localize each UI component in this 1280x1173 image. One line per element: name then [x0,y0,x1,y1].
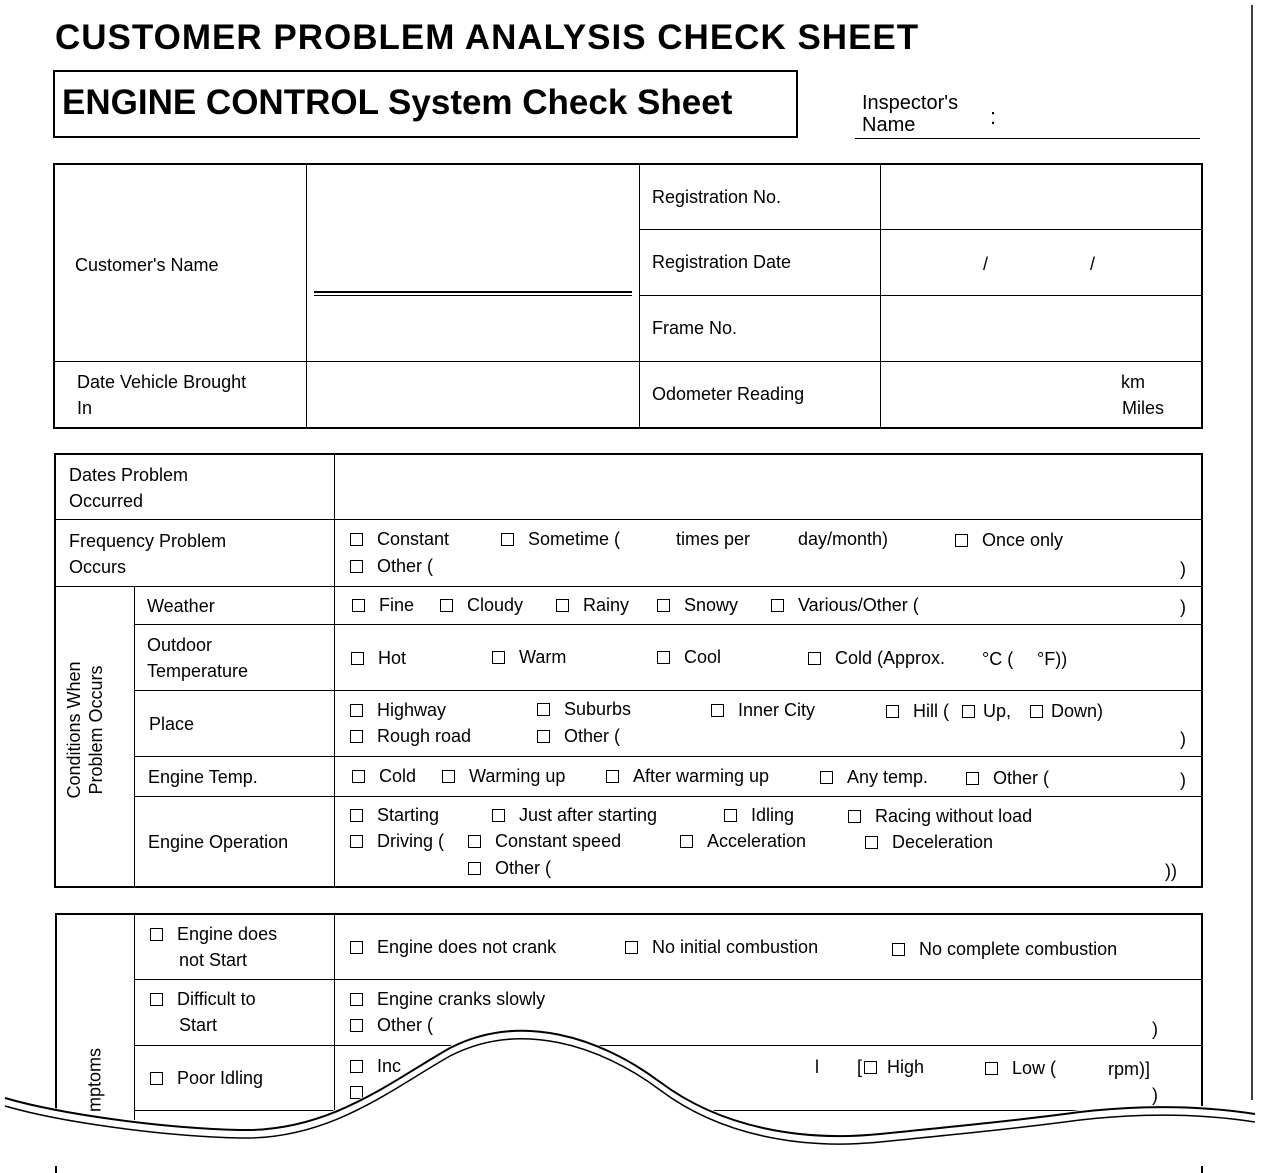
etemp-cold-option[interactable]: Cold [352,763,416,789]
place-other-option[interactable]: Other ( [537,723,620,749]
weather-close-paren: ) [1180,597,1186,617]
symptoms-label: mptoms [84,1047,105,1113]
place-suburbs-option[interactable]: Suburbs [537,696,631,722]
eop-close-paren: )) [1165,861,1177,881]
no-initial-combustion-option[interactable]: No initial combustion [625,934,818,960]
conditions-label-line1: Conditions When [64,661,84,799]
temp-warm-option[interactable]: Warm [492,644,566,670]
place-close-paren: ) [1180,729,1186,749]
eop-driving-option[interactable]: Driving ( [350,828,444,854]
cranks-slowly-option[interactable]: Engine cranks slowly [350,986,545,1012]
freq-sometime-option[interactable]: Sometime ( [501,526,620,552]
odometer-label: Odometer Reading [652,384,805,404]
no-crank-option[interactable]: Engine does not crank [350,934,556,960]
freq-constant-option[interactable]: Constant [350,526,449,552]
dates-problem-label-2: Occurred [69,491,144,511]
eop-acceleration-option[interactable]: Acceleration [680,828,806,854]
weather-snowy-option[interactable]: Snowy [657,592,738,618]
no-start-option[interactable]: Engine does [150,921,277,947]
idling-low-option[interactable]: Low ( [985,1055,1056,1081]
registration-date-slash-2: / [1090,254,1096,274]
weather-rainy-option[interactable]: Rainy [556,592,629,618]
subtitle: ENGINE CONTROL System Check Sheet [62,83,733,122]
eop-starting-option[interactable]: Starting [350,802,439,828]
place-up-option[interactable]: Up, [962,698,1011,724]
inspector-colon: : [990,104,997,129]
difficult-other-option[interactable]: Other ( [350,1012,433,1038]
eop-racing-option[interactable]: Racing without load [848,803,1032,829]
eop-constant-speed-option[interactable]: Constant speed [468,828,621,854]
place-inner-city-option[interactable]: Inner City [711,697,815,723]
registration-date-label: Registration Date [652,252,792,272]
place-down-option[interactable]: Down) [1030,698,1103,724]
difficult-close-paren: ) [1152,1019,1158,1039]
idling-close-paren: ) [1152,1085,1158,1105]
frame-no-label: Frame No. [652,318,738,338]
main-title: CUSTOMER PROBLEM ANALYSIS CHECK SHEET [55,18,920,57]
idling-partial-l: l [815,1057,819,1077]
etemp-other-option[interactable]: Other ( [966,765,1049,791]
odometer-unit-miles: Miles [1122,398,1165,418]
eop-other-option[interactable]: Other ( [468,855,551,881]
registration-no-label: Registration No. [652,187,782,207]
no-start-label-2: not Start [179,950,248,970]
freq-other-option[interactable]: Other ( [350,553,433,579]
eop-idling-option[interactable]: Idling [724,802,794,828]
engine-operation-label: Engine Operation [148,832,289,852]
idling-incorrect-option[interactable]: Inc [350,1053,401,1079]
temp-cold-option[interactable]: Cold (Approx. [808,645,945,671]
no-complete-combustion-option[interactable]: No complete combustion [892,936,1117,962]
difficult-start-label-2: Start [179,1015,218,1035]
weather-cloudy-option[interactable]: Cloudy [440,592,523,618]
place-label: Place [149,714,195,734]
temp-hot-option[interactable]: Hot [351,645,406,671]
inspector-label-line1: Inspector's [862,92,959,114]
odometer-unit-km: km [1121,372,1145,392]
dates-problem-label-1: Dates Problem [69,465,189,485]
weather-various-option[interactable]: Various/Other ( [771,592,919,618]
place-rough-road-option[interactable]: Rough road [350,723,471,749]
etemp-any-option[interactable]: Any temp. [820,764,928,790]
frequency-label-2: Occurs [69,557,127,577]
inspector-label-line2: Name [862,114,916,136]
weather-label: Weather [147,596,215,616]
conditions-label-line2: Problem Occurs [86,665,106,795]
freq-day-month: day/month) [798,529,889,549]
temp-unit-f: °F)) [1037,649,1068,669]
freq-times-per: times per [676,529,751,549]
etemp-close-paren: ) [1180,770,1186,790]
outdoor-temp-label-1: Outdoor [147,635,213,655]
engine-temp-label: Engine Temp. [148,767,258,787]
outdoor-temp-label-2: Temperature [147,661,249,681]
etemp-after-option[interactable]: After warming up [606,763,769,789]
date-brought-label-1: Date Vehicle Brought [77,372,247,392]
idling-high-option[interactable]: [ High [857,1057,925,1077]
eop-deceleration-option[interactable]: Deceleration [865,829,993,855]
date-brought-label-2: In [77,398,93,418]
eop-just-after-option[interactable]: Just after starting [492,802,657,828]
temp-unit-c: °C ( [982,649,1014,669]
customer-name-label: Customer's Name [75,255,219,275]
place-hill-option[interactable]: Hill ( [886,698,949,724]
frequency-label-1: Frequency Problem [69,531,227,551]
freq-close-paren: ) [1180,559,1186,579]
place-highway-option[interactable]: Highway [350,697,446,723]
weather-fine-option[interactable]: Fine [352,592,414,618]
registration-date-slash-1: / [983,254,989,274]
etemp-warming-option[interactable]: Warming up [442,763,565,789]
temp-cool-option[interactable]: Cool [657,644,721,670]
freq-once-option[interactable]: Once only [955,527,1063,553]
poor-idling-option[interactable]: Poor Idling [150,1065,263,1091]
difficult-start-option[interactable]: Difficult to [150,986,256,1012]
idling-rpm: rpm)] [1108,1059,1150,1079]
